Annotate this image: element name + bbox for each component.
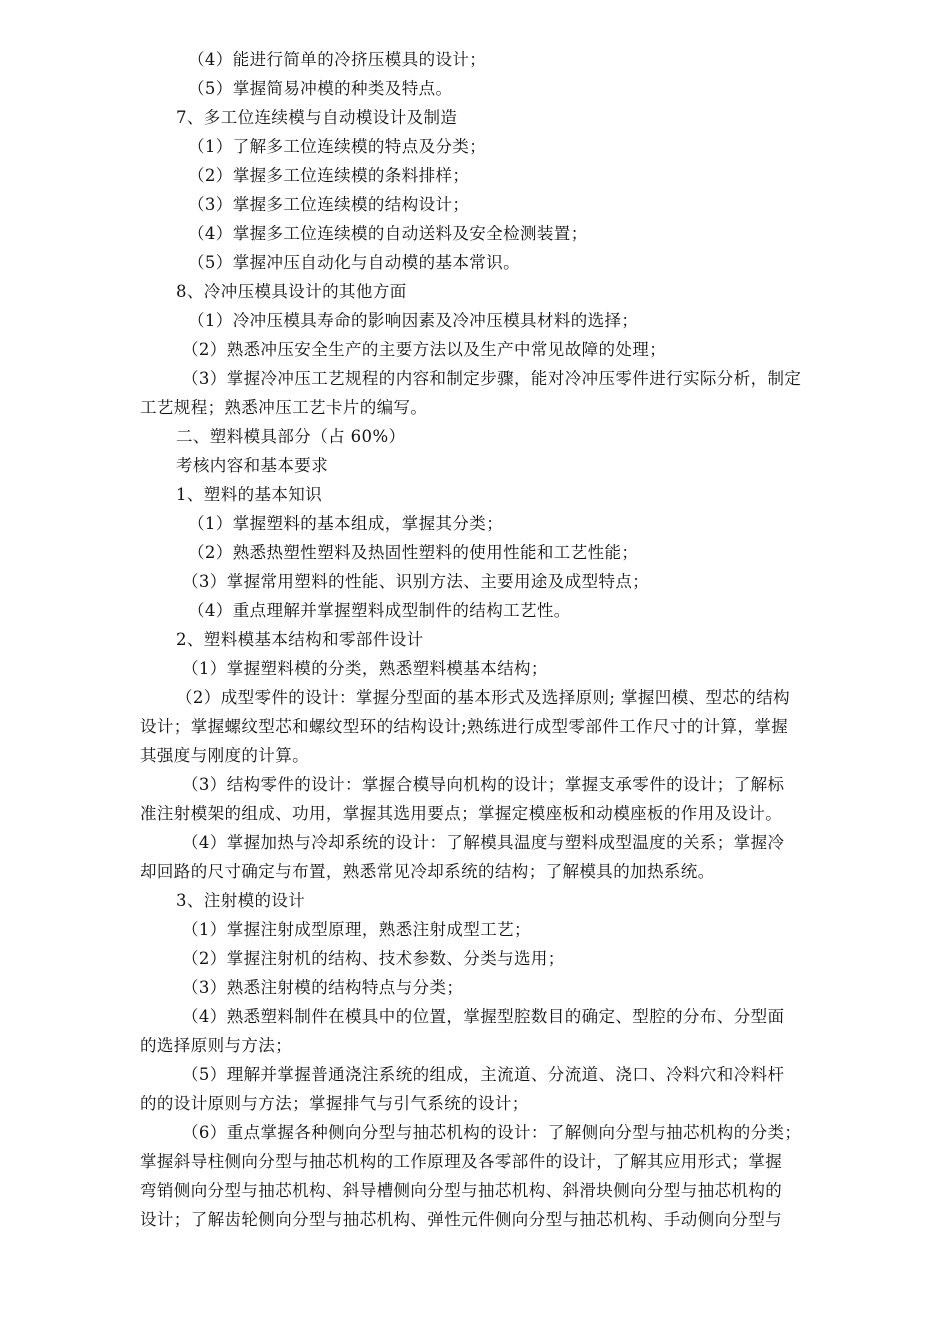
text-line: （4）熟悉塑料制件在模具中的位置，掌握型腔数目的确定、型腔的分布、分型面 (182, 1007, 785, 1026)
text-line: （2）熟悉热塑性塑料及热固性塑料的使用性能和工艺性能； (188, 543, 639, 562)
text-line: （2）熟悉冲压安全生产的主要方法以及生产中常见故障的处理； (182, 340, 667, 359)
text-line: （2）成型零件的设计：掌握分型面的基本形式及选择原则; 掌握凹模、型芯的结构 (176, 688, 791, 707)
section-heading: 2、塑料模基本结构和零部件设计 (176, 630, 424, 649)
part-heading: 二、塑料模具部分（占 60%） (176, 427, 406, 446)
text-line: （1）掌握注射成型原理，熟悉注射成型工艺； (182, 920, 531, 939)
text-line: 的的设计原则与方法；掌握排气与引气系统的设计； (140, 1094, 529, 1113)
text-line: （5）掌握简易冲模的种类及特点。 (188, 79, 453, 98)
text-line: （2）掌握多工位连续模的条料排样； (188, 166, 470, 185)
text-line: （4）能进行简单的冷挤压模具的设计； (188, 50, 487, 69)
text-line: （3）熟悉注射模的结构特点与分类； (182, 978, 464, 997)
text-line: （3）掌握多工位连续模的结构设计； (188, 195, 470, 214)
text-line: （2）掌握注射机的结构、技术参数、分类与选用； (182, 949, 565, 968)
text-line: （5）掌握冲压自动化与自动模的基本常识。 (188, 253, 520, 272)
section-heading: 7、多工位连续模与自动模设计及制造 (176, 108, 458, 127)
text-line: （1）掌握塑料的基本组成，掌握其分类； (188, 514, 504, 533)
text-line: 设计；了解齿轮侧向分型与抽芯机构、弹性元件侧向分型与抽芯机构、手动侧向分型与 (140, 1210, 783, 1229)
text-line: （1）冷冲压模具寿命的影响因素及冷冲压模具材料的选择； (188, 311, 639, 330)
text-line: 弯销侧向分型与抽芯机构、斜导槽侧向分型与抽芯机构、斜滑块侧向分型与抽芯机构的 (140, 1181, 783, 1200)
text-line: （4）掌握加热与冷却系统的设计：了解模具温度与塑料成型温度的关系；掌握冷 (182, 833, 785, 852)
text-line: （1）掌握塑料模的分类，熟悉塑料模基本结构； (182, 659, 548, 678)
text-line: 准注射模架的组成、功用，掌握其选用要点；掌握定模座板和动模座板的作用及设计。 (140, 804, 783, 823)
section-heading: 1、塑料的基本知识 (176, 485, 323, 504)
section-heading: 8、冷冲压模具设计的其他方面 (176, 282, 407, 301)
text-line: 其强度与刚度的计算。 (140, 746, 309, 765)
subheading: 考核内容和基本要求 (176, 456, 329, 475)
text-line: （3）结构零件的设计：掌握合模导向机构的设计；掌握支承零件的设计；了解标 (182, 775, 785, 794)
text-line: 却回路的尺寸确定与布置，熟悉常见冷却系统的结构；了解模具的加热系统。 (140, 862, 715, 881)
text-line: （4）掌握多工位连续模的自动送料及安全检测装置； (188, 224, 588, 243)
text-line: （3）掌握冷冲压工艺规程的内容和制定步骤，能对冷冲压零件进行实际分析，制定 (182, 369, 802, 388)
text-line: （5）理解并掌握普通浇注系统的组成，主流道、分流道、浇口、冷料穴和冷料杆 (182, 1065, 785, 1084)
text-line: 掌握斜导柱侧向分型与抽芯机构的工作原理及各零部件的设计，了解其应用形式；掌握 (140, 1152, 783, 1171)
text-line: （3）掌握常用塑料的性能、识别方法、主要用途及成型特点； (182, 572, 650, 591)
text-line: 设计；掌握螺纹型芯和螺纹型环的结构设计;熟练进行成型零部件工作尺寸的计算，掌握 (140, 717, 789, 736)
text-line: （4）重点理解并掌握塑料成型制件的结构工艺性。 (188, 601, 571, 620)
text-line: （6）重点掌握各种侧向分型与抽芯机构的设计：了解侧向分型与抽芯机构的分类； (182, 1123, 802, 1142)
section-heading: 3、注射模的设计 (176, 891, 306, 910)
text-line: （1）了解多工位连续模的特点及分类； (188, 137, 487, 156)
text-line: 工艺规程；熟悉冲压工艺卡片的编写。 (140, 398, 428, 417)
text-line: 的选择原则与方法； (140, 1036, 293, 1055)
